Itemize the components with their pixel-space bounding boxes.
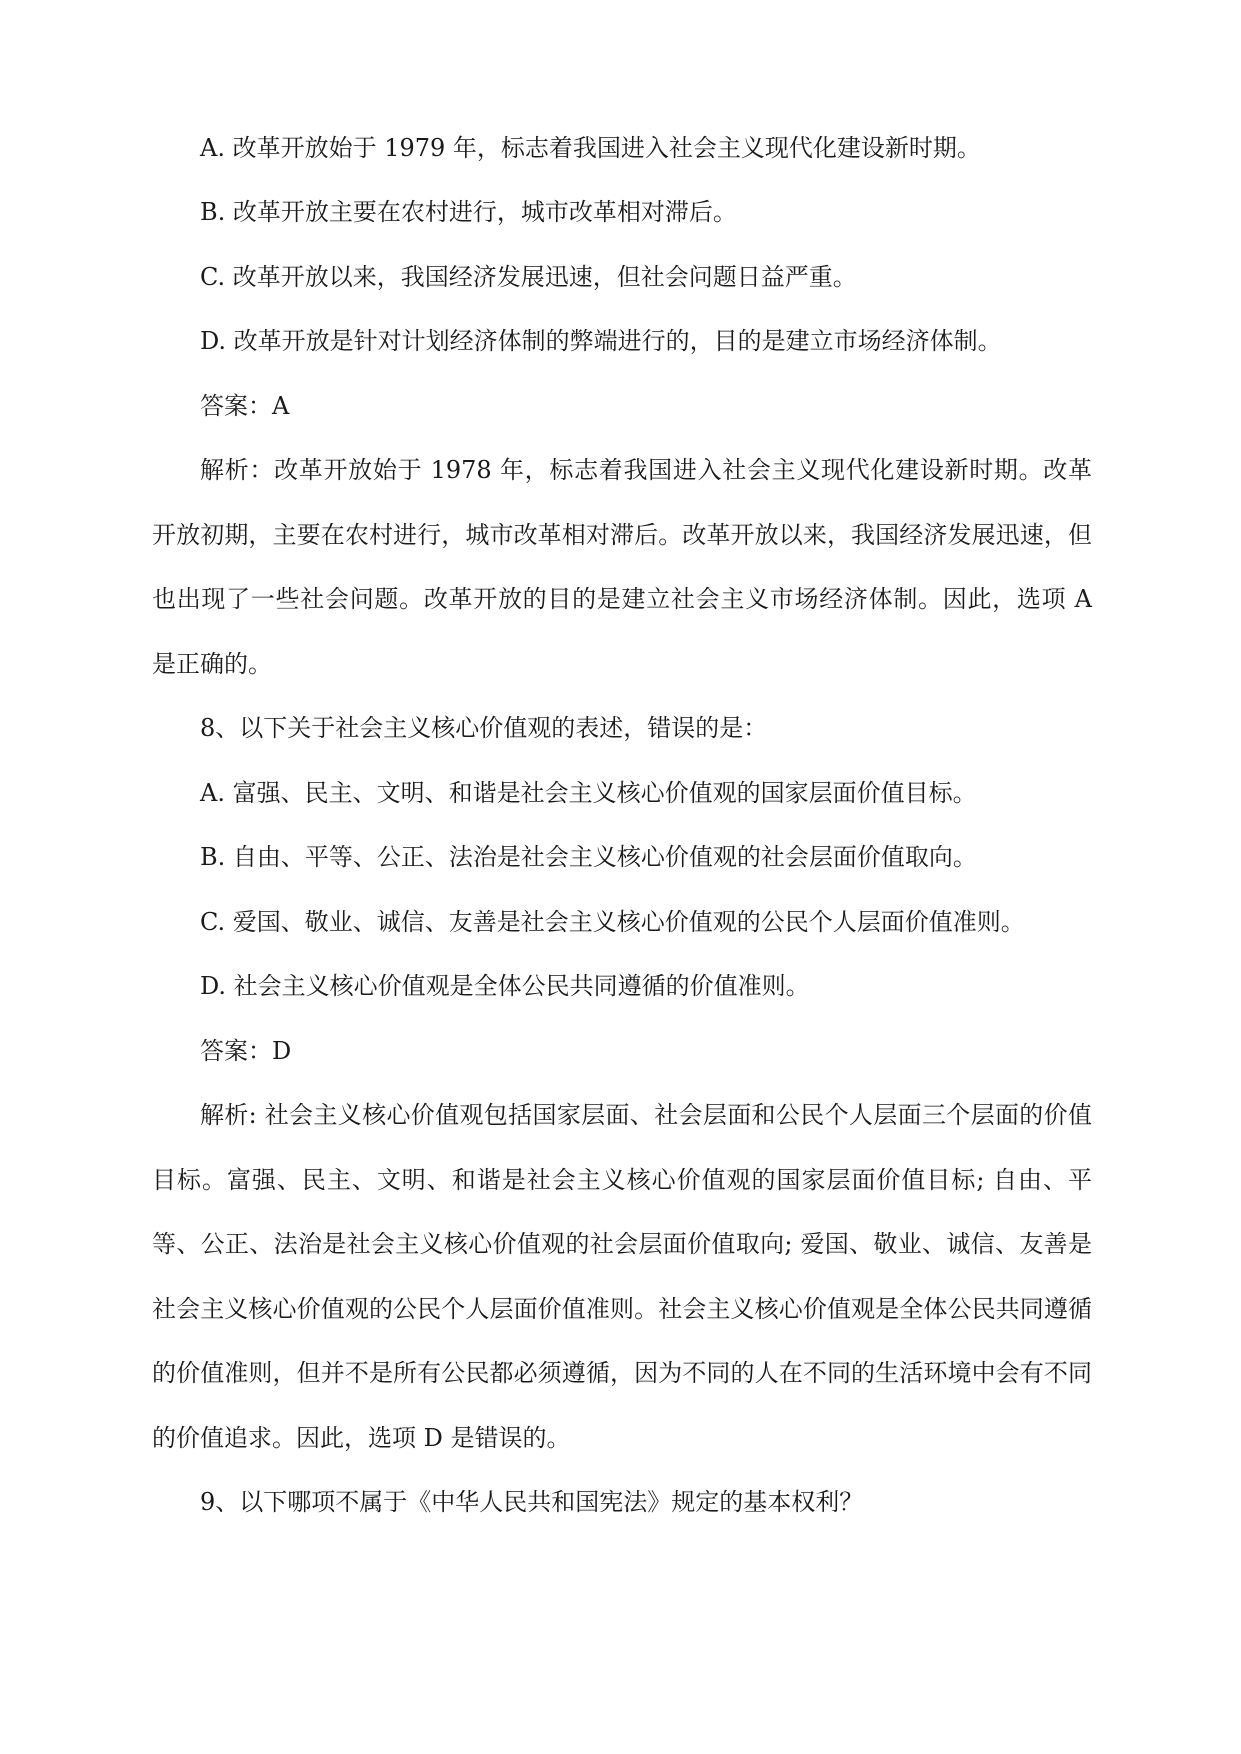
q7-option-d: D. 改革开放是针对计划经济体制的弊端进行的，目的是建立市场经济体制。 bbox=[200, 327, 1002, 355]
q7-option-a: A. 改革开放始于 1979 年，标志着我国进入社会主义现代化建设新时期。 bbox=[200, 134, 981, 162]
q7-answer: 答案：A bbox=[200, 392, 290, 420]
q8-option-c: C. 爱国、敬业、诚信、友善是社会主义核心价值观的公民个人层面价值准则。 bbox=[200, 908, 1025, 936]
q7-option-c: C. 改革开放以来，我国经济发展迅速，但社会问题日益严重。 bbox=[200, 263, 857, 291]
q8-option-d: D. 社会主义核心价值观是全体公民共同遵循的价值准则。 bbox=[200, 972, 810, 1000]
q8-answer: 答案：D bbox=[200, 1037, 292, 1065]
q8-option-b: B. 自由、平等、公正、法治是社会主义核心价值观的社会层面价值取向。 bbox=[200, 843, 977, 871]
q8-option-a: A. 富强、民主、文明、和谐是社会主义核心价值观的国家层面价值目标。 bbox=[200, 779, 977, 807]
q8-question: 8、以下关于社会主义核心价值观的表述，错误的是： bbox=[200, 714, 768, 742]
q7-analysis: 解析：改革开放始于 1978 年，标志着我国进入社会主义现代化建设新时期。改革开放初期，主要在农村进行，城市改革相对滞后。改革开放以来，我国经济发展迅速，但也出现了一些社会问题。改革开放的目的是建立社会主义市场经济体制。因此，选项 A 是正确的。 bbox=[152, 456, 1092, 678]
q7-option-b: B. 改革开放主要在农村进行，城市改革相对滞后。 bbox=[200, 198, 737, 226]
q9-question: 9、以下哪项不属于《中华人民共和国宪法》规定的基本权利？ bbox=[200, 1488, 864, 1516]
q8-analysis: 解析: 社会主义核心价值观包括国家层面、社会层面和公民个人层面三个层面的价值目标。富强、民主、文明、和谐是社会主义核心价值观的国家层面价值目标; 自由、平等、公正、法治是社会主义核心价值观的社会层面价值取向; 爱国、敬业、诚信、友善是社会主义核心价值观的公民个人层面价值准则。社会主义核心价值观是全体公民共同遵循的价值准则，但并不是所有公民都必须遵循，因为不同的人在不同的生活环境中会有不同的价值追求。因此，选项 D 是错误的。 bbox=[152, 1101, 1092, 1452]
